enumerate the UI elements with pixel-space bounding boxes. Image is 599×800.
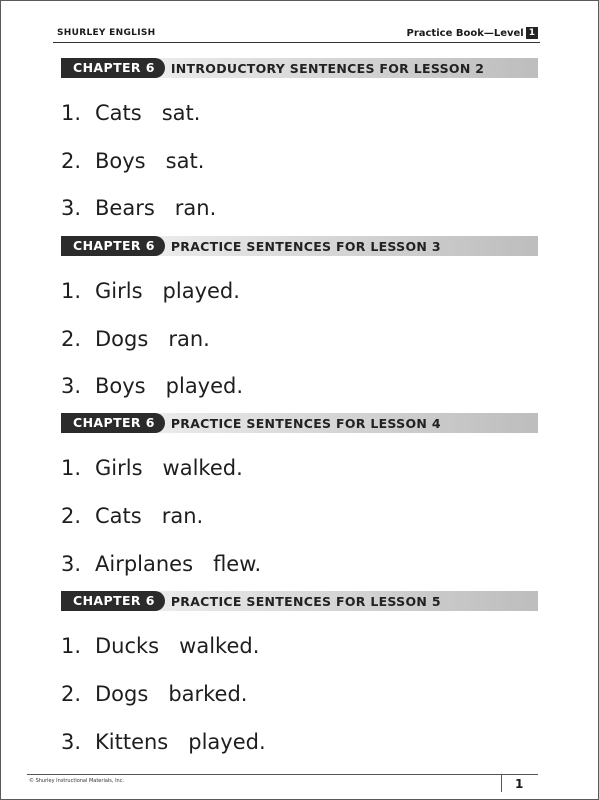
- sentence-number: 1.: [61, 101, 82, 125]
- sentence-item: [61, 552, 261, 576]
- sentence-item: [61, 101, 200, 125]
- book-title: SHURLEY ENGLISH: [57, 28, 156, 38]
- section-header-lesson-4: [61, 413, 538, 433]
- sentence-number: 3.: [61, 730, 82, 754]
- sentence-number: 1.: [61, 634, 82, 658]
- sentence-text: Boys sat.: [95, 149, 205, 173]
- sentence-text: Boys played.: [95, 374, 244, 398]
- sentence-text: Girls walked.: [95, 456, 243, 480]
- chapter-tab: CHAPTER 6: [61, 236, 165, 256]
- copyright-notice: © Shurley Instructional Materials, Inc.: [29, 778, 125, 784]
- footer-separator: [501, 774, 502, 792]
- section-title: PRACTICE SENTENCES FOR LESSON 4: [170, 415, 441, 431]
- section-title: INTRODUCTORY SENTENCES FOR LESSON 2: [170, 60, 485, 76]
- sentence-text: Dogs ran.: [95, 327, 210, 351]
- section-header-lesson-5: [61, 591, 538, 611]
- sentence-item: [61, 149, 204, 173]
- sentence-text: Dogs barked.: [95, 682, 248, 706]
- chapter-tab: CHAPTER 6: [61, 591, 165, 611]
- chapter-tab: CHAPTER 6: [61, 58, 165, 78]
- book-level-label: Practice Book—Level: [406, 27, 524, 39]
- sentence-text: Girls played.: [95, 279, 240, 303]
- sentence-number: 2.: [61, 149, 82, 173]
- sentence-item: [61, 682, 248, 706]
- sentence-item: [61, 634, 259, 658]
- header-divider: [53, 42, 540, 43]
- sentence-item: [61, 196, 216, 220]
- section-header-lesson-2: [61, 58, 538, 78]
- sentence-number: 2.: [61, 327, 82, 351]
- sentence-number: 1.: [61, 279, 82, 303]
- sentence-number: 3.: [61, 552, 82, 576]
- sentence-number: 2.: [61, 682, 82, 706]
- level-badge: 1: [526, 27, 538, 39]
- sentence-item: [61, 456, 243, 480]
- sentence-number: 3.: [61, 196, 82, 220]
- sentence-item: [61, 504, 203, 528]
- section-title: PRACTICE SENTENCES FOR LESSON 5: [170, 593, 441, 609]
- sentence-number: 1.: [61, 456, 82, 480]
- sentence-number: 2.: [61, 504, 82, 528]
- sentence-item: [61, 327, 210, 351]
- sentence-text: Kittens played.: [95, 730, 266, 754]
- page-number: 1: [515, 777, 524, 791]
- sentence-item: [61, 730, 266, 754]
- chapter-tab: CHAPTER 6: [61, 413, 165, 433]
- book-level: [407, 27, 539, 39]
- section-title: PRACTICE SENTENCES FOR LESSON 3: [170, 238, 441, 254]
- sentence-text: Cats ran.: [95, 504, 204, 528]
- sentence-item: [61, 279, 240, 303]
- sentence-text: Cats sat.: [95, 101, 201, 125]
- sentence-number: 3.: [61, 374, 82, 398]
- sentence-text: Airplanes flew.: [95, 552, 262, 576]
- section-header-lesson-3: [61, 236, 538, 256]
- footer-divider: [27, 774, 538, 775]
- sentence-item: [61, 374, 243, 398]
- sentence-text: Bears ran.: [95, 196, 217, 220]
- sentence-text: Ducks walked.: [95, 634, 260, 658]
